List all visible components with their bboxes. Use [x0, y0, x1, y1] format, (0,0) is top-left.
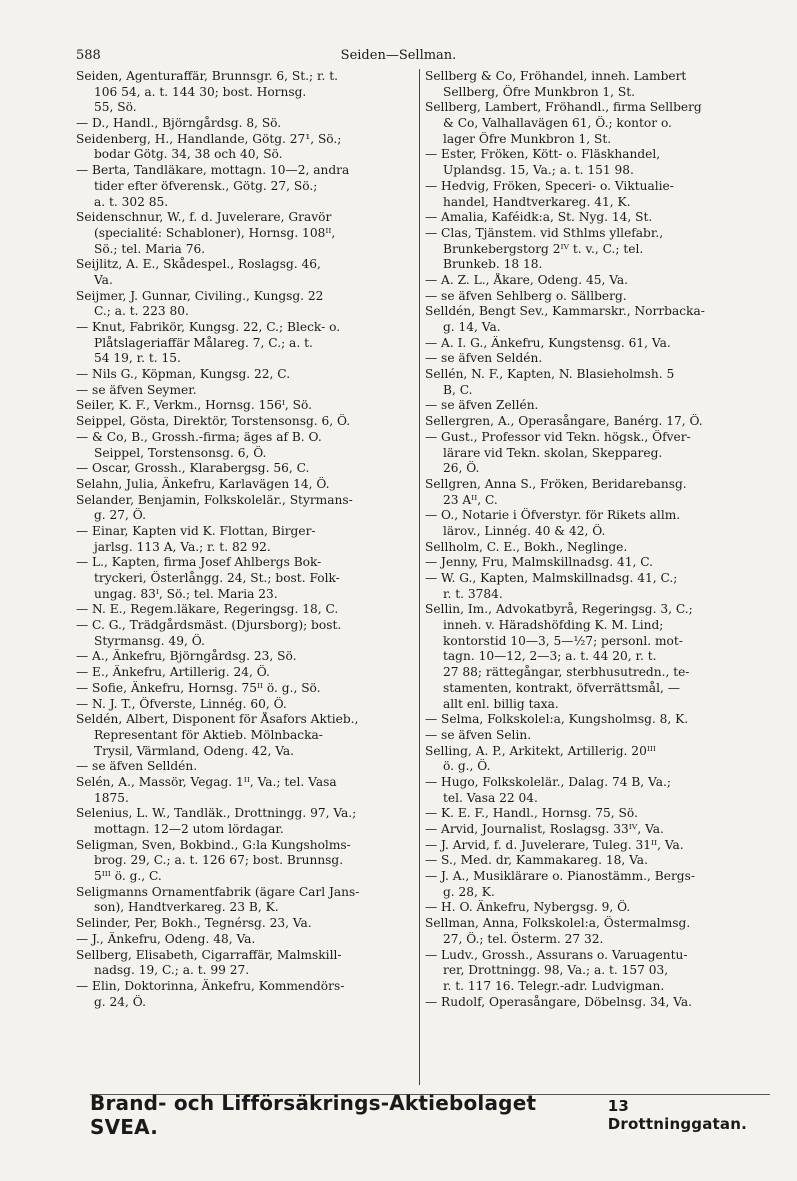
- directory-line: — N. J. T., Öfverste, Linnég. 60, Ö.: [76, 696, 287, 711]
- directory-line: & Co, Valhallavägen 61, Ö.; kontor o.: [443, 116, 672, 131]
- directory-line: — Arvid, Journalist, Roslagsg. 33ᴵⱽ, Va.: [425, 822, 664, 836]
- directory-line: Plåtslageriaffär Målareg. 7, C.; a. t.: [94, 335, 313, 350]
- advert-text: Brand- och Lifförsäkrings-Aktiebolaget SVEA.: [90, 1091, 537, 1139]
- directory-line: — Sofie, Änkefru, Hornsg. 75ᴵᴵ ö. g., Sö.: [76, 680, 321, 695]
- directory-line: Seippel, Gösta, Direktör, Torstensonsg. 6, Ö.: [76, 414, 351, 429]
- directory-line: — Berta, Tandläkare, mottagn. 10—2, andra: [76, 163, 350, 178]
- directory-line: lager Öfre Munkbron 1, St.: [443, 131, 612, 146]
- directory-line: — D., Handl., Björngårdsg. 8, Sö.: [76, 116, 282, 131]
- directory-line: Sellberg, Elisabeth, Cigarraffär, Malmskill-: [76, 947, 342, 962]
- directory-line: — A. I. G., Änkefru, Kungstensg. 61, Va.: [425, 335, 671, 350]
- directory-line: Sellholm, C. E., Bokh., Neglinge.: [425, 539, 628, 554]
- directory-line: — J. Arvid, f. d. Juvelerare, Tuleg. 31ᴵᴵ, Va.: [425, 837, 684, 852]
- directory-line: — A. Z. L., Åkare, Odeng. 45, Va.: [425, 272, 629, 287]
- page-number: 588: [76, 48, 101, 63]
- directory-line: Seligmanns Ornamentfabrik (ägare Carl Jans-: [76, 884, 360, 899]
- directory-line: — S., Med. dr, Kammakareg. 18, Va.: [425, 853, 648, 868]
- directory-line: g. 27, Ö.: [94, 508, 146, 523]
- directory-line: 106 54, a. t. 144 30; bost. Hornsg.: [94, 84, 307, 99]
- directory-line: 26, Ö.: [443, 461, 480, 476]
- directory-line: Brunkebergstorg 2ᴵⱽ t. v., C.; tel.: [443, 241, 644, 256]
- directory-line: — Ludv., Grossh., Assurans o. Varuagentu-: [425, 947, 688, 962]
- directory-line: — se äfven Zellén.: [425, 398, 539, 413]
- footer-advertisement: [90, 1091, 770, 1139]
- directory-line: — Hedvig, Fröken, Speceri- o. Viktualie-: [425, 178, 674, 193]
- directory-line: — Gust., Professor vid Tekn. högsk., Öfver-: [425, 429, 691, 444]
- directory-line: tel. Vasa 22 04.: [443, 790, 538, 805]
- directory-line: handel, Handtverkareg. 41, K.: [443, 194, 631, 209]
- directory-line: Selenius, L. W., Tandläk., Drottningg. 97, Va.;: [76, 806, 357, 821]
- directory-line: Seiler, K. F., Verkm., Hornsg. 156ᴵ, Sö.: [76, 398, 312, 413]
- directory-line: Sellin, Im., Advokatbyrå, Regeringsg. 3, C.;: [425, 602, 693, 617]
- directory-line: r. t. 3784.: [443, 586, 503, 601]
- directory-line: brog. 29, C.; a. t. 126 67; bost. Brunnsg.: [94, 853, 344, 868]
- directory-line: Selling, A. P., Arkitekt, Artillerig. 20ᴵᴵᴵ: [425, 743, 656, 758]
- directory-line: tryckeri, Österlångg. 24, St.; bost. Folk-: [94, 571, 340, 585]
- directory-line: mottagn. 12—2 utom lördagar.: [94, 822, 284, 836]
- directory-line: — C. G., Trädgårdsmäst. (Djursborg); bost.: [76, 618, 342, 633]
- directory-line: inneh. v. Häradshöfding K. M. Lind;: [443, 618, 664, 633]
- directory-line: Styrmansg. 49, Ö.: [94, 633, 205, 648]
- directory-line: (specialité: Schabloner), Hornsg. 108ᴵᴵ,: [94, 225, 336, 240]
- directory-line: Selander, Benjamin, Folkskolelär., Styrmans-: [76, 492, 353, 507]
- directory-line: r. t. 117 16. Telegr.-adr. Ludvigman.: [443, 978, 665, 993]
- right-column: [420, 69, 764, 1085]
- directory-line: Va.: [94, 272, 113, 287]
- directory-line: Representant för Aktieb. Mölnbacka-: [94, 727, 323, 742]
- directory-line: 23 Aᴵᴵ, C.: [443, 492, 498, 507]
- directory-line: bodar Götg. 34, 38 och 40, Sö.: [94, 147, 283, 162]
- directory-line: Seiden, Agenturaffär, Brunnsgr. 6, St.; r. t.: [76, 69, 338, 83]
- directory-line: — Knut, Fabrikör, Kungsg. 22, C.; Bleck- o.: [76, 320, 341, 334]
- directory-line: Trysil, Värmland, Odeng. 42, Va.: [94, 743, 295, 758]
- directory-line: — H. O. Änkefru, Nybergsg. 9, Ö.: [425, 900, 631, 915]
- directory-line: — se äfven Selin.: [425, 727, 532, 742]
- directory-line: B, C.: [443, 382, 473, 397]
- directory-line: ungag. 83ᴵ, Sö.; tel. Maria 23.: [94, 586, 278, 601]
- directory-line: tagn. 10—12, 2—3; a. t. 44 20, r. t.: [443, 649, 657, 664]
- directory-line: Selahn, Julia, Änkefru, Karlavägen 14, Ö.: [76, 476, 330, 491]
- directory-line: — Oscar, Grossh., Klarabergsg. 56, C.: [76, 461, 310, 476]
- directory-line: ö. g., Ö.: [443, 759, 491, 774]
- directory-line: allt enl. billig taxa.: [443, 696, 559, 711]
- directory-line: Seijmer, J. Gunnar, Civiling., Kungsg. 22: [76, 288, 324, 303]
- advert-address: 13 Drottninggatan.: [607, 1097, 747, 1133]
- directory-line: — Einar, Kapten vid K. Flottan, Birger-: [76, 523, 316, 538]
- directory-line: g. 28, K.: [443, 884, 495, 899]
- directory-line: tider efter öfverensk., Götg. 27, Sö.;: [94, 178, 318, 193]
- directory-line: — Ester, Fröken, Kött- o. Fläskhandel,: [425, 147, 661, 162]
- directory-line: — L., Kapten, firma Josef Ahlbergs Bok-: [76, 555, 322, 570]
- directory-line: Sö.; tel. Maria 76.: [94, 241, 206, 256]
- directory-line: — Selma, Folkskolel:a, Kungsholmsg. 8, K.: [425, 712, 689, 727]
- directory-line: — Clas, Tjänstem. vid Sthlms yllefabr.,: [425, 225, 664, 240]
- running-head: Seiden—Sellman.: [340, 48, 457, 63]
- directory-line: kontorstid 10—3, 5—½7; personl. mot-: [443, 633, 683, 648]
- directory-line: Uplandsg. 15, Va.; a. t. 151 98.: [443, 163, 634, 178]
- directory-line: Brunkeb. 18 18.: [443, 257, 543, 272]
- directory-line: stamenten, kontrakt, öfverrättsmål, —: [443, 680, 680, 695]
- directory-line: Seippel, Torstensonsg. 6, Ö.: [94, 445, 267, 460]
- directory-line: g. 24, Ö.: [94, 994, 146, 1009]
- directory-line: — J., Änkefru, Odeng. 48, Va.: [76, 931, 256, 946]
- directory-line: — N. E., Regem.läkare, Regeringsg. 18, C.: [76, 602, 339, 617]
- directory-line: — Amalia, Kaféidk:a, St. Nyg. 14, St.: [425, 210, 653, 225]
- directory-line: — & Co, B., Grossh.-firma; äges af B. O.: [76, 429, 322, 444]
- directory-columns: [76, 69, 764, 1085]
- directory-line: lärare vid Tekn. skolan, Skeppareg.: [443, 445, 663, 460]
- directory-line: Seijlitz, A. E., Skådespel., Roslagsg. 46,: [76, 257, 321, 272]
- directory-line: Sellman, Anna, Folkskolel:a, Östermalmsg.: [425, 916, 691, 931]
- directory-line: Selén, A., Massör, Vegag. 1ᴵᴵ, Va.; tel. Vasa: [76, 774, 337, 789]
- directory-line: — se äfven Seldén.: [425, 351, 543, 366]
- directory-line: g. 14, Va.: [443, 320, 501, 334]
- directory-line: lärov., Linnég. 40 & 42, Ö.: [443, 523, 606, 538]
- directory-line: 5ᴵᴵᴵ ö. g., C.: [94, 869, 162, 884]
- directory-line: — se äfven Sehlberg o. Sällberg.: [425, 288, 627, 303]
- directory-line: son), Handtverkareg. 23 B, K.: [94, 900, 279, 915]
- directory-line: — se äfven Selldén.: [76, 759, 198, 774]
- directory-line: — Nils G., Köpman, Kungsg. 22, C.: [76, 367, 291, 382]
- directory-line: — E., Änkefru, Artillerig. 24, Ö.: [76, 665, 270, 680]
- directory-line: Seidenschnur, W., f. d. Juvelerare, Gravör: [76, 210, 332, 225]
- page-header: [0, 48, 797, 68]
- directory-line: rer, Drottningg. 98, Va.; a. t. 157 03,: [443, 963, 669, 978]
- directory-line: Seligman, Sven, Bokbind., G:la Kungsholms-: [76, 837, 351, 852]
- directory-line: Selldén, Bengt Sev., Kammarskr., Norrbacka-: [425, 304, 705, 319]
- directory-line: Sellberg, Lambert, Fröhandl., firma Sellberg: [425, 100, 702, 115]
- directory-line: Seldén, Albert, Disponent för Åsafors Aktieb.,: [76, 712, 359, 727]
- directory-line: Seidenberg, H., Handlande, Götg. 27¹, Sö.;: [76, 131, 342, 146]
- directory-line: 27 88; rättegångar, sterbhusutredn., te-: [443, 665, 690, 680]
- directory-line: Sellberg, Öfre Munkbron 1, St.: [443, 84, 636, 99]
- directory-line: 55, Sö.: [94, 100, 137, 115]
- directory-line: 27, Ö.; tel. Österm. 27 32.: [443, 931, 604, 946]
- directory-line: — Jenny, Fru, Malmskillnadsg. 41, C.: [425, 555, 654, 570]
- directory-line: — se äfven Seymer.: [76, 382, 197, 397]
- directory-line: — Elin, Doktorinna, Änkefru, Kommendörs-: [76, 978, 345, 993]
- directory-line: — W. G., Kapten, Malmskillnadsg. 41, C.;: [425, 571, 678, 585]
- directory-line: Sellberg & Co, Fröhandel, inneh. Lambert: [425, 69, 687, 83]
- directory-line: 54 19, r. t. 15.: [94, 351, 181, 366]
- directory-line: nadsg. 19, C.; a. t. 99 27.: [94, 963, 250, 978]
- directory-line: Sellgren, Anna S., Fröken, Beridarebansg.: [425, 476, 687, 491]
- directory-line: Selinder, Per, Bokh., Tegnérsg. 23, Va.: [76, 916, 312, 931]
- left-column: [76, 69, 420, 1085]
- directory-line: — J. A., Musiklärare o. Pianostämm., Bergs-: [425, 869, 695, 884]
- directory-line: C.; a. t. 223 80.: [94, 304, 189, 319]
- directory-line: — A., Änkefru, Björngårdsg. 23, Sö.: [76, 649, 297, 664]
- directory-line: jarlsg. 113 A, Va.; r. t. 82 92.: [94, 539, 271, 554]
- directory-line: 1875.: [94, 790, 129, 805]
- directory-line: — Rudolf, Operasångare, Döbelnsg. 34, Va.: [425, 994, 693, 1009]
- directory-line: — K. E. F., Handl., Hornsg. 75, Sö.: [425, 806, 638, 821]
- directory-line: Sellergren, A., Operasångare, Banérg. 17, Ö.: [425, 414, 703, 429]
- directory-line: Sellén, N. F., Kapten, N. Blasieholmsh. 5: [425, 367, 675, 382]
- directory-line: — Hugo, Folkskolelär., Dalag. 74 B, Va.;: [425, 774, 671, 789]
- directory-line: — O., Notarie i Öfverstyr. för Rikets allm.: [425, 508, 681, 523]
- directory-line: a. t. 302 85.: [94, 194, 169, 209]
